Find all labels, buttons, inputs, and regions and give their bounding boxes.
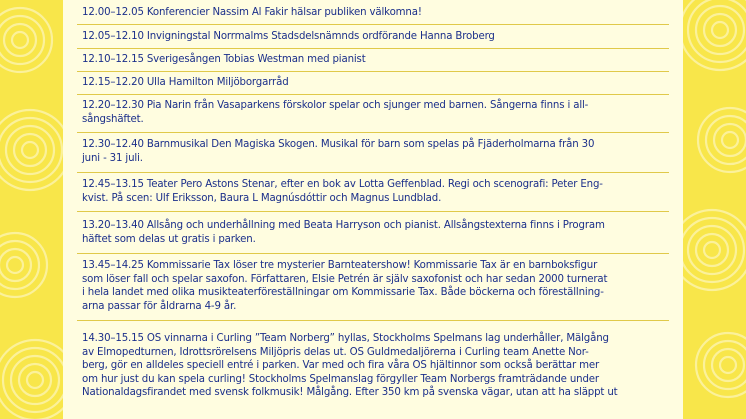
schedule-item [82, 6, 670, 20]
schedule-line: 12.00–12.05 Konferencier Nassim Al Fakir hälsar publiken välkomna! [82, 7, 422, 18]
schedule-line: 12.45–13.15 Teater Pero Astons Stenar, efter en bok av Lotta Geffenblad. Regi och scenografi: Peter Eng- [82, 179, 603, 190]
schedule-line: Nationaldagsfirandet med svensk folkmusik! Målgång. Efter 350 km på svenska vägar, utan att ha släppt ut [82, 387, 618, 399]
schedule-line: 12.10–12.15 Sverigesången Tobias Westman med pianist [82, 54, 366, 65]
schedule-line: i hela landet med olika musikteaterföreställningar om Kommissarie Tax. Både böckerna och föreställning- [82, 287, 604, 299]
schedule-item [82, 178, 670, 205]
schedule-item [82, 99, 670, 126]
schedule-item [82, 30, 670, 44]
divider [77, 71, 669, 72]
schedule-item [82, 219, 670, 246]
swirl-right-1 [680, 0, 746, 70]
divider [77, 24, 669, 25]
schedule-line: sångshäftet. [82, 113, 144, 125]
schedule-line: häftet som delas ut gratis i parken. [82, 233, 256, 245]
divider [77, 211, 669, 212]
schedule-line: 13.45–14.25 Kommissarie Tax löser tre mysterier Barnteatershow! Kommissarie Tax är en barnboksfigur [82, 260, 598, 271]
swirl-right-4 [696, 333, 746, 397]
schedule-line: som löser fall och spelar saxofon. Författaren, Elsie Petrén är själv saxofonist och har sedan 2000 turnerat [82, 273, 608, 285]
schedule-line: arna passar för åldrarna 4-9 år. [82, 300, 237, 312]
schedule-item [82, 53, 670, 67]
schedule-item [82, 76, 670, 90]
schedule-line: juni - 31 juli. [82, 152, 143, 164]
schedule-line: 14.30–15.15 OS vinnarna i Curling ”Team Norberg” hyllas, Stockholms Spelmans lag underhåller, Mälgång [82, 333, 609, 344]
divider [77, 172, 669, 173]
divider [77, 320, 669, 321]
program-panel [63, 0, 683, 419]
swirl-right-3 [672, 210, 746, 290]
schedule-line: 12.20–12.30 Pia Narin från Vasaparkens förskolor spelar och sjunger med barnen. Sångerna finns i all- [82, 100, 589, 111]
schedule-item [82, 332, 670, 400]
divider [77, 253, 669, 254]
swirl-left-3 [0, 233, 47, 297]
divider [77, 48, 669, 49]
schedule-line: 13.20–13.40 Allsång och underhållning med Beata Harryson och pianist. Allsångstexterna finns i Program [82, 220, 605, 231]
swirl-left-2 [0, 110, 70, 190]
divider [77, 94, 669, 95]
schedule-item [82, 259, 670, 313]
swirl-left-1 [0, 8, 52, 72]
schedule-line: kvist. På scen: Ulf Eriksson, Baura L Magnúsdóttir och Magnus Lundblad. [82, 192, 442, 204]
schedule-line: om hur just du kan spela curling! Stockholms Spelmanslag förgyller Team Norbergs framträdande under [82, 373, 599, 385]
schedule-line: 12.15–12.20 Ulla Hamilton Miljöborgarråd [82, 77, 289, 88]
schedule-line: 12.30–12.40 Barnmusikal Den Magiska Skogen. Musikal för barn som spelas på Fjäderholmarna från 30 [82, 139, 595, 150]
schedule-line: 12.05–12.10 Invigningstal Norrmalms Stadsdelsnämnds ordförande Hanna Broberg [82, 31, 495, 42]
schedule-line: av Elmopedturnen, Idrottsrörelsens Miljöpris delas ut. OS Guldmedaljörerna i Curling team Anette Nor- [82, 346, 589, 358]
swirl-right-2 [698, 108, 746, 172]
divider [77, 132, 669, 133]
schedule-line: berg, gör en alldeles speciell entré i parken. Var med och fira våra OS hjältinnor som också berättar mer [82, 360, 600, 372]
schedule-item [82, 138, 670, 165]
